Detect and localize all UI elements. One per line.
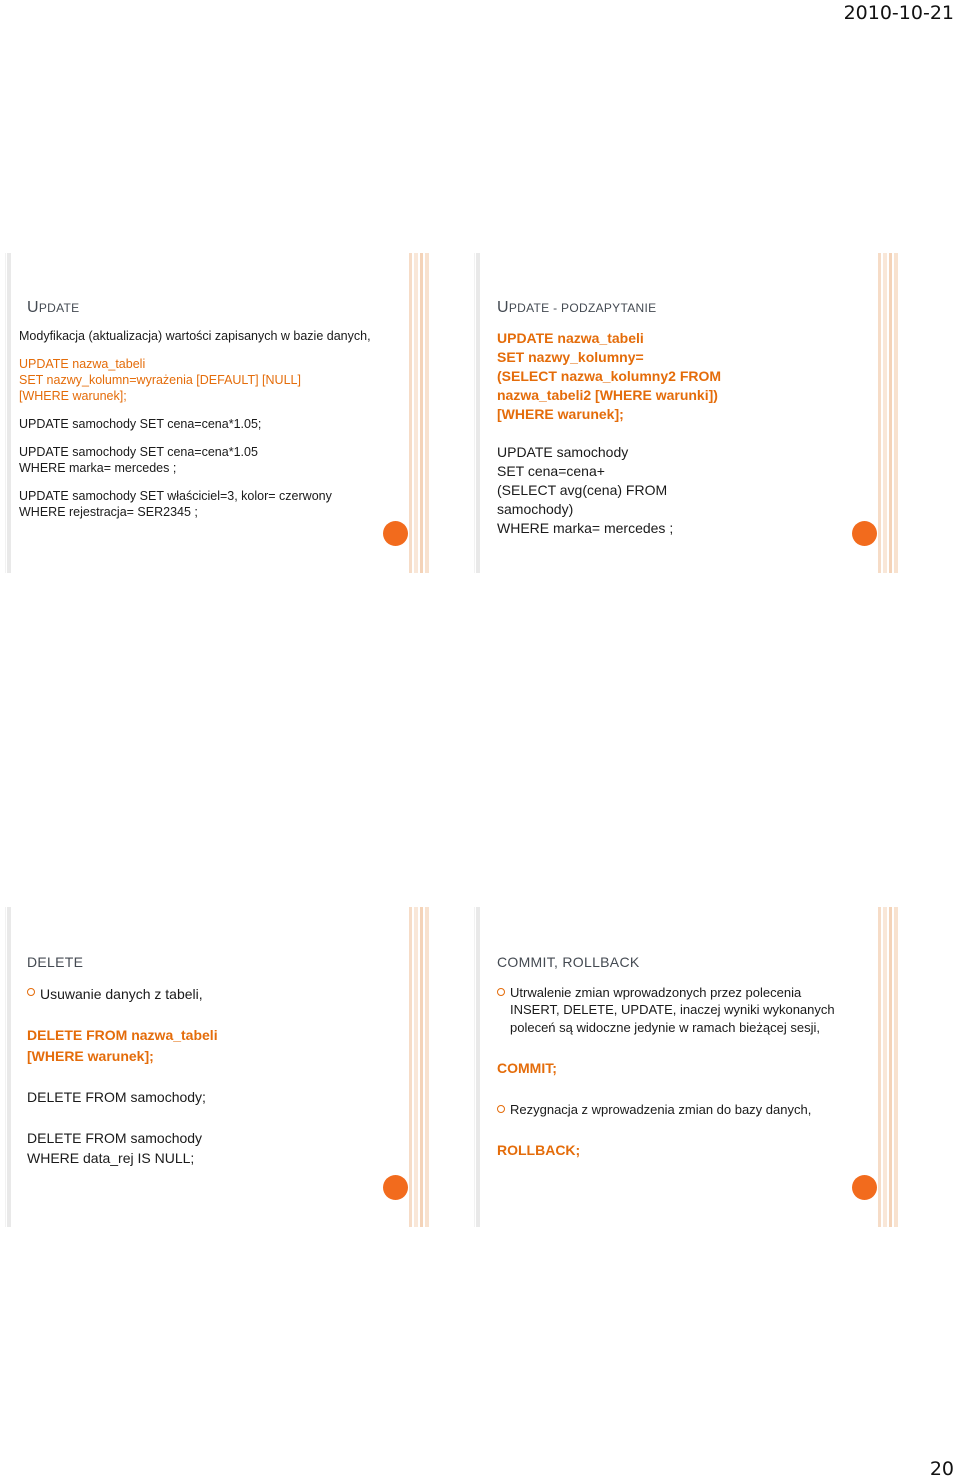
example-line: WHERE marka= mercedes ;: [19, 461, 177, 475]
slide-body: [27, 984, 397, 1169]
example-line: DELETE FROM samochody;: [27, 1088, 206, 1105]
slide-commit-rollback: [474, 907, 898, 1227]
syntax-line: (SELECT nazwa_kolumny2 FROM: [497, 368, 722, 384]
slide-title: UPDATE: [27, 299, 80, 316]
example-line: UPDATE samochody SET właściciel=3, kolor= czerwony: [19, 489, 332, 503]
example-line: samochody): [497, 501, 574, 517]
bullet-circle-icon: [497, 988, 505, 996]
syntax-line: UPDATE nazwa_tabeli: [497, 330, 644, 346]
orange-circle-icon: [383, 1175, 408, 1200]
syntax-line: UPDATE nazwa_tabeli: [19, 357, 146, 371]
slide-delete: [5, 907, 429, 1227]
slide-body: [19, 328, 371, 520]
syntax-line: [WHERE warunek];: [19, 389, 127, 403]
slide-title: UPDATE - PODZAPYTANIE: [497, 299, 657, 316]
slide-title: COMMIT, ROLLBACK: [497, 954, 640, 970]
example-line: WHERE rejestracja= SER2345 ;: [19, 505, 198, 519]
slide-left-stripe: [5, 907, 11, 1227]
syntax-line: DELETE FROM nazwa_tabeli: [27, 1027, 218, 1043]
rollback-statement: ROLLBACK;: [497, 1142, 581, 1159]
syntax-line: [WHERE warunek];: [497, 406, 624, 422]
example-line: UPDATE samochody: [497, 444, 629, 460]
syntax-line: [WHERE warunek];: [27, 1047, 154, 1064]
slide-update: [5, 253, 429, 573]
commit-statement: COMMIT;: [497, 1059, 557, 1076]
slide-title: DELETE: [27, 954, 84, 970]
orange-circle-icon: [852, 1175, 877, 1200]
slide-right-stripes: [409, 253, 429, 573]
slide-right-stripes: [878, 253, 898, 573]
slide-right-stripes: [409, 907, 429, 1227]
example-line: WHERE data_rej IS NULL;: [27, 1150, 195, 1166]
slide-right-stripes: [878, 907, 898, 1227]
slide-left-stripe: [5, 253, 11, 573]
page-number: 20: [929, 1458, 954, 1480]
syntax-line: SET nazwy_kolumn=wyrażenia [DEFAULT] [NULL]: [19, 373, 301, 387]
orange-circle-icon: [383, 521, 408, 546]
slide-left-stripe: [474, 253, 480, 573]
slide-left-stripe: [474, 907, 480, 1227]
example-line: UPDATE samochody SET cena=cena*1.05: [19, 445, 258, 459]
bullet-item: Utrwalenie zmian wprowadzonych przez polecenia INSERT, DELETE, UPDATE, inaczej wyniki wykonanych poleceń są widoczne jedynie w ramach bieżącej sesji,: [497, 984, 842, 1036]
example-line: (SELECT avg(cena) FROM: [497, 482, 668, 498]
slide-body: [497, 984, 842, 1160]
example-line: WHERE marka= mercedes ;: [497, 520, 674, 536]
header-date: 2010-10-21: [843, 2, 954, 24]
slide-body: [497, 329, 721, 538]
bullet-circle-icon: [27, 988, 35, 996]
example-line: SET cena=cena+: [497, 463, 605, 479]
bullet-circle-icon: [497, 1105, 505, 1113]
syntax-line: nazwa_tabeli2 [WHERE warunki]): [497, 387, 718, 403]
syntax-line: SET nazwy_kolumny=: [497, 349, 644, 365]
slide-update-subquery: [474, 253, 898, 573]
text-line: Modyfikacja (aktualizacja) wartości zapisanych w bazie danych,: [19, 329, 371, 343]
bullet-item: Usuwanie danych z tabeli,: [27, 984, 397, 1005]
orange-circle-icon: [852, 521, 877, 546]
example-line: DELETE FROM samochody: [27, 1129, 203, 1146]
bullet-item: Rezygnacja z wprowadzenia zmian do bazy danych,: [497, 1101, 842, 1118]
example-line: UPDATE samochody SET cena=cena*1.05;: [19, 417, 262, 431]
